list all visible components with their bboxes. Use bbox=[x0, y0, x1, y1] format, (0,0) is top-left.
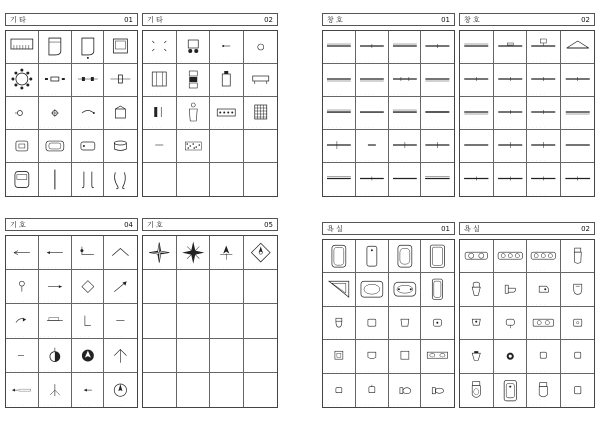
symbol-cell[interactable]: · · · · · bbox=[104, 236, 137, 270]
toilet-top-icon bbox=[460, 374, 493, 407]
symbol-cell[interactable]: · · · · · bbox=[356, 31, 389, 64]
symbol-cell[interactable]: · · · · · bbox=[210, 97, 244, 130]
symbol-cell[interactable]: · · · · · bbox=[389, 130, 422, 163]
panel-number: 05 bbox=[264, 221, 273, 229]
symbol-cell[interactable]: · · · · · bbox=[6, 130, 39, 163]
symbol-cell[interactable]: · · · · · bbox=[527, 31, 561, 64]
symbol-cell[interactable]: · · · · · bbox=[527, 97, 561, 130]
symbol-cell[interactable]: · · · · · bbox=[527, 240, 561, 273]
symbol-cell[interactable]: · · · · · bbox=[561, 31, 595, 64]
panel-title: 욕 실 bbox=[464, 225, 480, 233]
symbol-cell[interactable]: · · · · · bbox=[527, 64, 561, 97]
symbol-grid bbox=[459, 239, 595, 408]
symbol-cell[interactable]: · · · · · bbox=[356, 374, 389, 407]
panel-window-02 bbox=[459, 13, 595, 197]
symbol-cell[interactable]: · · · · · bbox=[177, 97, 211, 130]
symbol-cell[interactable]: · · · · · bbox=[323, 64, 356, 97]
symbol-cell[interactable]: · · · · · bbox=[104, 339, 137, 373]
symbol-cell[interactable]: · · · · · bbox=[389, 64, 422, 97]
symbol-cell[interactable]: · · · · · bbox=[494, 340, 528, 373]
symbol-cell[interactable]: · · · · · bbox=[460, 163, 494, 196]
empty-cell bbox=[244, 339, 278, 373]
symbol-cell[interactable]: · · · · · bbox=[356, 273, 389, 306]
panel-bath-01 bbox=[322, 222, 455, 408]
symbol-cell[interactable]: · · · · · bbox=[104, 31, 137, 64]
symbol-cell[interactable]: · · · · · bbox=[561, 64, 595, 97]
symbol-cell[interactable]: · · · · · bbox=[104, 97, 137, 130]
empty-cell bbox=[210, 163, 244, 196]
symbol-cell[interactable]: · · · · · bbox=[356, 340, 389, 373]
panel-bath-02 bbox=[459, 222, 595, 408]
arrow-left-small-icon bbox=[72, 373, 104, 407]
symbol-cell[interactable]: · · · · · bbox=[244, 31, 278, 64]
symbol-cell[interactable]: · · · · · bbox=[389, 31, 422, 64]
symbol-cell[interactable]: · · · · · bbox=[6, 373, 39, 407]
panel-title: 기 타 bbox=[147, 16, 163, 24]
panel-header bbox=[142, 13, 278, 26]
symbol-cell[interactable]: · · · · · bbox=[323, 31, 356, 64]
symbol-cell[interactable]: · · · · · bbox=[494, 273, 528, 306]
empty-cell bbox=[143, 304, 177, 338]
symbol-cell[interactable]: · · · · · bbox=[39, 270, 72, 304]
toilet-icon bbox=[421, 374, 454, 407]
empty-cell bbox=[244, 163, 278, 196]
symbol-cell[interactable]: · · · · · bbox=[72, 31, 105, 64]
symbol-cell[interactable]: · · · · · bbox=[494, 307, 528, 340]
panel-title: 창 호 bbox=[464, 16, 480, 24]
symbol-grid bbox=[142, 30, 278, 197]
symbol-cell[interactable]: · · · · · bbox=[210, 64, 244, 97]
panel-header bbox=[322, 13, 455, 26]
symbol-cell[interactable]: · · · · · bbox=[494, 97, 528, 130]
symbol-cell[interactable]: · · · · · bbox=[421, 163, 454, 196]
symbol-cell[interactable]: · · · · · bbox=[104, 270, 137, 304]
symbol-cell[interactable]: · · · · · bbox=[356, 307, 389, 340]
empty-cell bbox=[143, 373, 177, 407]
empty-cell bbox=[177, 304, 211, 338]
symbol-cell[interactable]: · · · · · bbox=[323, 307, 356, 340]
symbol-cell[interactable]: · · · · · bbox=[6, 270, 39, 304]
symbol-cell[interactable]: · · · · · bbox=[356, 97, 389, 130]
empty-cell bbox=[210, 304, 244, 338]
symbol-cell[interactable]: · · · · · bbox=[72, 130, 105, 163]
compass-icon bbox=[104, 373, 137, 407]
symbol-cell[interactable]: · · · · · bbox=[460, 130, 494, 163]
empty-cell bbox=[210, 339, 244, 373]
symbol-cell[interactable]: · · · · · bbox=[6, 31, 39, 64]
empty-cell bbox=[177, 339, 211, 373]
symbol-cell[interactable]: · · · · · bbox=[323, 163, 356, 196]
symbol-cell[interactable]: · · · · · bbox=[460, 374, 494, 407]
symbol-cell[interactable]: · · · · · bbox=[177, 64, 211, 97]
symbol-cell[interactable]: · · · · · bbox=[72, 304, 105, 338]
symbol-cell[interactable]: · · · · · bbox=[6, 236, 39, 270]
symbol-cell[interactable]: · · · · · bbox=[561, 273, 595, 306]
symbol-cell[interactable]: · · · · · bbox=[356, 240, 389, 273]
empty-cell bbox=[210, 270, 244, 304]
symbol-cell[interactable]: · · · · · bbox=[527, 340, 561, 373]
symbol-cell[interactable]: · · · · · bbox=[494, 240, 528, 273]
symbol-cell[interactable]: · · · · · bbox=[421, 97, 454, 130]
panel-title: 기 호 bbox=[147, 221, 163, 229]
panel-window-01 bbox=[322, 13, 455, 197]
panel-number: 04 bbox=[124, 221, 133, 229]
panel-number: 02 bbox=[264, 16, 273, 24]
symbol-cell[interactable]: · · · · · bbox=[421, 273, 454, 306]
symbol-cell[interactable]: · · · · · bbox=[527, 374, 561, 407]
panel-symbol-04 bbox=[5, 218, 138, 408]
empty-cell bbox=[244, 130, 278, 163]
symbol-cell[interactable]: · · · · · bbox=[6, 339, 39, 373]
symbol-cell[interactable]: · · · · · bbox=[561, 163, 595, 196]
symbol-cell[interactable]: · · · · · bbox=[494, 163, 528, 196]
symbol-cell[interactable]: · · · · · bbox=[210, 236, 244, 270]
panel-symbol-05 bbox=[142, 218, 278, 408]
symbol-cell[interactable]: · · · · · bbox=[6, 64, 39, 97]
symbol-cell[interactable]: · · · · · bbox=[72, 97, 105, 130]
symbol-cell[interactable]: · · · · · bbox=[421, 240, 454, 273]
symbol-cell[interactable]: · · · · · bbox=[323, 240, 356, 273]
symbol-grid bbox=[459, 30, 595, 197]
label-arrow-icon bbox=[6, 373, 38, 407]
symbol-cell[interactable]: · · · · · bbox=[527, 273, 561, 306]
symbol-cell[interactable]: · · · · · bbox=[72, 236, 105, 270]
symbol-grid bbox=[322, 30, 455, 197]
panel-title: 욕 실 bbox=[327, 225, 343, 233]
symbol-cell[interactable]: · · · · · bbox=[389, 97, 422, 130]
empty-cell bbox=[177, 270, 211, 304]
symbol-cell[interactable]: · · · · · bbox=[72, 163, 105, 196]
symbol-cell[interactable]: · · · · · bbox=[561, 374, 595, 407]
panel-number: 01 bbox=[124, 16, 133, 24]
symbol-cell[interactable]: · · · · · bbox=[389, 340, 422, 373]
symbol-cell[interactable]: · · · · · bbox=[421, 31, 454, 64]
symbol-cell[interactable]: · · · · · bbox=[104, 373, 137, 407]
symbol-cell[interactable]: · · · · · bbox=[323, 374, 356, 407]
basin-icon bbox=[561, 374, 595, 407]
symbol-cell[interactable]: · · · · · bbox=[39, 304, 72, 338]
symbol-cell[interactable]: · · · · · bbox=[561, 340, 595, 373]
symbol-cell[interactable]: · · · · · bbox=[527, 163, 561, 196]
symbol-cell[interactable]: · · · · · bbox=[494, 374, 528, 407]
symbol-cell[interactable]: · · · · · bbox=[421, 130, 454, 163]
panel-number: 02 bbox=[581, 16, 590, 24]
symbol-cell[interactable]: · · · · · bbox=[143, 64, 177, 97]
panel-title: 기 타 bbox=[10, 16, 26, 24]
symbol-cell[interactable]: · · · · · bbox=[460, 31, 494, 64]
symbol-cell[interactable]: · · · · · bbox=[421, 340, 454, 373]
symbol-cell[interactable]: · · · · · bbox=[104, 64, 137, 97]
empty-cell bbox=[244, 270, 278, 304]
symbol-cell[interactable]: · · · · · bbox=[104, 304, 137, 338]
empty-cell bbox=[244, 304, 278, 338]
symbol-cell[interactable]: · · · · · bbox=[389, 163, 422, 196]
symbol-cell[interactable]: · · · · · bbox=[460, 97, 494, 130]
symbol-cell[interactable]: · · · · · bbox=[39, 97, 72, 130]
symbol-cell[interactable]: · · · · · bbox=[389, 273, 422, 306]
symbol-cell[interactable]: · · · · · bbox=[39, 64, 72, 97]
basin-icon bbox=[323, 374, 355, 407]
symbol-cell[interactable]: · · · · · bbox=[39, 339, 72, 373]
symbol-grid bbox=[5, 235, 138, 408]
symbol-grid bbox=[5, 30, 138, 197]
empty-cell bbox=[177, 163, 211, 196]
line-mark-icon bbox=[143, 130, 176, 162]
symbol-cell[interactable]: · · · · · bbox=[39, 31, 72, 64]
symbol-cell[interactable]: · · · · · bbox=[39, 130, 72, 163]
symbol-grid bbox=[142, 235, 278, 408]
empty-cell bbox=[143, 270, 177, 304]
symbol-cell[interactable]: · · · · · bbox=[561, 97, 595, 130]
symbol-cell[interactable]: · · · · · bbox=[494, 31, 528, 64]
symbol-cell[interactable]: · · · · · bbox=[72, 339, 105, 373]
symbol-cell[interactable]: · · · · · bbox=[244, 97, 278, 130]
symbol-cell[interactable]: · · · · · bbox=[323, 340, 356, 373]
symbol-cell[interactable]: · · · · · bbox=[6, 163, 39, 196]
symbol-cell[interactable]: · · · · · bbox=[177, 130, 211, 163]
panel-header bbox=[322, 222, 455, 235]
symbol-cell[interactable]: · · · · · bbox=[6, 97, 39, 130]
symbol-cell[interactable]: · · · · · bbox=[6, 304, 39, 338]
panel-header bbox=[459, 13, 595, 26]
empty-cell bbox=[244, 373, 278, 407]
panel-etc-02 bbox=[142, 13, 278, 197]
symbol-cell[interactable]: · · · · · bbox=[527, 307, 561, 340]
symbol-cell[interactable]: · · · · · bbox=[561, 240, 595, 273]
panel-number: 02 bbox=[581, 225, 590, 233]
symbol-cell[interactable]: · · · · · bbox=[460, 273, 494, 306]
symbol-cell[interactable]: · · · · · bbox=[561, 130, 595, 163]
symbol-cell[interactable]: · · · · · bbox=[356, 130, 389, 163]
panel-title: 기 호 bbox=[10, 221, 26, 229]
symbol-cell[interactable]: · · · · · bbox=[356, 64, 389, 97]
empty-cell bbox=[143, 339, 177, 373]
basin-icon bbox=[356, 374, 388, 407]
symbol-cell[interactable]: · · · · · bbox=[104, 163, 137, 196]
symbol-cell[interactable] bbox=[143, 130, 177, 163]
panel-header bbox=[5, 218, 138, 231]
symbol-cell[interactable]: · · · · · bbox=[323, 97, 356, 130]
symbol-cell[interactable]: · · · · · bbox=[460, 240, 494, 273]
symbol-cell[interactable]: · · · · · bbox=[39, 236, 72, 270]
empty-cell bbox=[210, 373, 244, 407]
symbol-cell[interactable]: · · · · · bbox=[421, 307, 454, 340]
symbol-cell[interactable]: · · · · · bbox=[177, 31, 211, 64]
symbol-cell[interactable]: · · · · · bbox=[104, 130, 137, 163]
panel-header bbox=[142, 218, 278, 231]
symbol-cell[interactable]: · · · · · bbox=[72, 270, 105, 304]
symbol-cell[interactable]: · · · · · bbox=[561, 307, 595, 340]
symbol-cell[interactable]: · · · · · bbox=[421, 64, 454, 97]
empty-cell bbox=[143, 163, 177, 196]
symbol-cell[interactable]: · · · · · bbox=[143, 236, 177, 270]
symbol-grid bbox=[322, 239, 455, 408]
symbol-cell[interactable]: · · · · · bbox=[39, 163, 72, 196]
symbol-cell[interactable]: · · · · · bbox=[389, 307, 422, 340]
empty-cell bbox=[210, 130, 244, 163]
empty-cell bbox=[177, 373, 211, 407]
symbol-cell[interactable]: · · · · · bbox=[323, 130, 356, 163]
panel-header bbox=[5, 13, 138, 26]
split-arrow-icon bbox=[39, 373, 71, 407]
symbol-cell[interactable]: · · · · · bbox=[72, 373, 105, 407]
symbol-cell[interactable]: · · · · · bbox=[39, 373, 72, 407]
symbol-cell[interactable]: · · · · · bbox=[494, 64, 528, 97]
panel-number: 01 bbox=[441, 225, 450, 233]
symbol-cell[interactable]: · · · · · bbox=[244, 236, 278, 270]
toilet-icon bbox=[389, 374, 421, 407]
symbol-cell[interactable]: · · · · · bbox=[244, 64, 278, 97]
panel-header bbox=[459, 222, 595, 235]
toilet-top-icon bbox=[527, 374, 560, 407]
symbol-cell[interactable]: · · · · · bbox=[210, 31, 244, 64]
symbol-cell[interactable]: · · · · · bbox=[356, 163, 389, 196]
symbol-cell[interactable]: · · · · · bbox=[177, 236, 211, 270]
symbol-cell[interactable]: · · · · · bbox=[421, 374, 454, 407]
panel-etc-01 bbox=[5, 13, 138, 197]
symbol-cell[interactable]: · · · · · bbox=[460, 340, 494, 373]
shower-icon bbox=[494, 374, 527, 407]
panel-number: 01 bbox=[441, 16, 450, 24]
symbol-cell[interactable]: · · · · · bbox=[460, 64, 494, 97]
symbol-cell[interactable]: · · · · · bbox=[389, 374, 422, 407]
symbol-cell[interactable]: · · · · · bbox=[323, 273, 356, 306]
symbol-cell[interactable]: · · · · · bbox=[494, 130, 528, 163]
panel-title: 창 호 bbox=[327, 16, 343, 24]
symbol-cell[interactable]: · · · · · bbox=[527, 130, 561, 163]
symbol-cell[interactable]: · · · · · bbox=[389, 240, 422, 273]
symbol-cell[interactable]: · · · · · bbox=[460, 307, 494, 340]
symbol-cell[interactable]: · · · · · bbox=[143, 97, 177, 130]
symbol-cell[interactable]: · · · · · bbox=[72, 64, 105, 97]
symbol-cell[interactable]: · · · · · bbox=[143, 31, 177, 64]
